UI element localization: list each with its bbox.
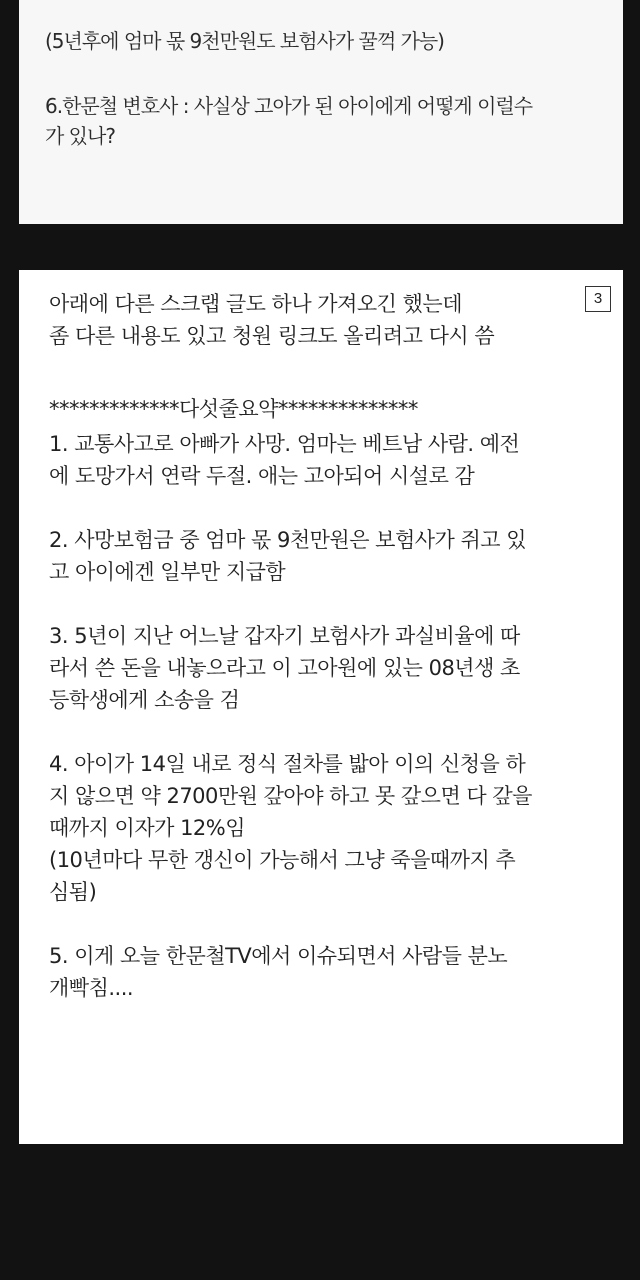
summary-item-4: 4. 아이가 14일 내로 정식 절차를 밟아 이의 신청을 하 지 않으면 약 2700만원 갚아야 하고 못 갚으면 다 갚을 때까지 이자가 12%임 (10년마다 무한 갱신이 가능해서 그냥 죽을때까지 추 심됨) <box>49 752 532 904</box>
intro-text: 아래에 다른 스크랩 글도 하나 가져오긴 했는데 좀 다른 내용도 있고 청원 링크도 올리려고 다시 씀 <box>49 292 495 348</box>
top-card-line-1: (5년후에 엄마 몫 9천만원도 보험사가 꿀꺽 가능) <box>45 29 444 53</box>
page-3-card <box>19 270 623 1144</box>
page-number-badge: 3 <box>585 286 611 312</box>
summary-header: *************다섯줄요약************** <box>49 397 418 421</box>
top-card-line-2: 6.한문철 변호사 : 사실상 고아가 된 아이에게 어떻게 이럴수 가 있나? <box>45 94 533 148</box>
summary-item-5: 5. 이게 오늘 한문철TV에서 이슈되면서 사람들 분노 개빡침.... <box>49 944 508 1000</box>
previous-page-card <box>19 0 623 224</box>
summary-item-1: 1. 교통사고로 아빠가 사망. 엄마는 베트남 사람. 예전 에 도망가서 연락 두절. 애는 고아되어 시설로 감 <box>49 432 520 488</box>
summary-item-3: 3. 5년이 지난 어느날 갑자기 보험사가 과실비율에 따 라서 쓴 돈을 내놓으라고 이 고아원에 있는 08년생 초 등학생에게 소송을 검 <box>49 624 520 712</box>
summary-item-2: 2. 사망보험금 중 엄마 몫 9천만원은 보험사가 쥐고 있 고 아이에겐 일부만 지급함 <box>49 528 527 584</box>
